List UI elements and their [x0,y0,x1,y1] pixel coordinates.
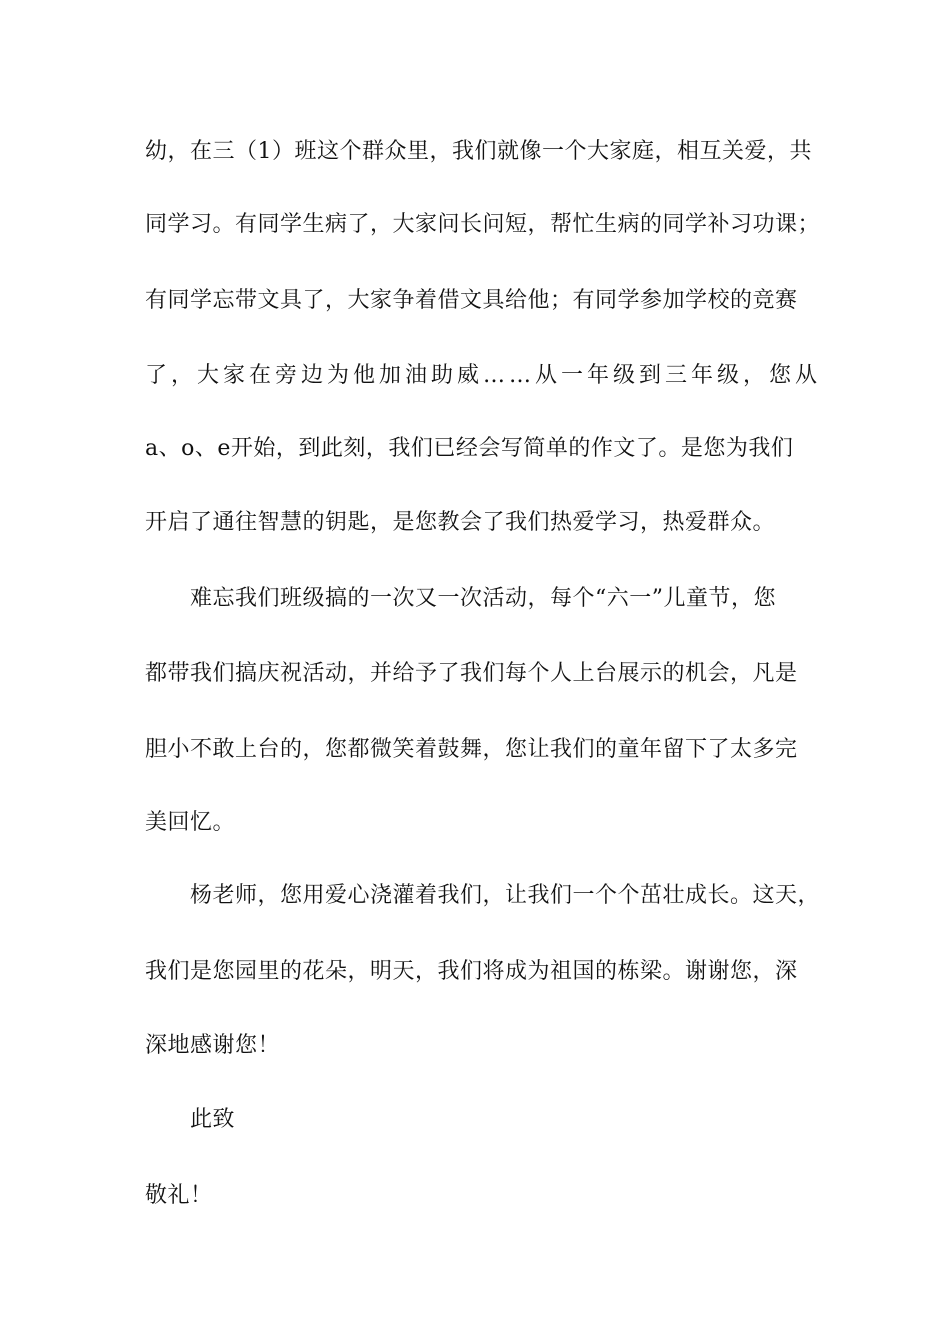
paragraph-start-line: 难忘我们班级搞的一次又一次活动，每个“六一”儿童节，您 [190,586,776,611]
closing-salutation: 此致 [190,1107,236,1132]
paragraph-start-line: 杨老师，您用爱心浇灌着我们，让我们一个个茁壮成长。这天， [190,883,821,908]
text-line: 了，大家在旁边为他加油助威……从一年级到三年级，您从 [145,363,822,388]
text-line: 胆小不敢上台的，您都微笑着鼓舞，您让我们的童年留下了太多完 [145,737,798,762]
text-line: a、o、e开始，到此刻，我们已经会写简单的作文了。是您为我们 [145,436,794,461]
closing-respect: 敬礼！ [145,1183,213,1208]
text-line: 幼，在三（1）班这个群众里，我们就像一个大家庭，相互关爱，共 [145,139,812,164]
text-line: 美回忆。 [145,810,236,835]
text-line: 我们是您园里的花朵，明天，我们将成为祖国的栋梁。谢谢您，深 [145,959,798,984]
text-line: 有同学忘带文具了，大家争着借文具给他；有同学参加学校的竞赛 [145,288,798,313]
text-line: 开启了通往智慧的钥匙，是您教会了我们热爱学习，热爱群众。 [145,510,776,535]
text-line: 同学习。有同学生病了，大家问长问短，帮忙生病的同学补习功课； [145,212,821,237]
text-line: 都带我们搞庆祝活动，并给予了我们每个人上台展示的机会，凡是 [145,661,798,686]
text-line: 深地感谢您！ [145,1033,281,1058]
